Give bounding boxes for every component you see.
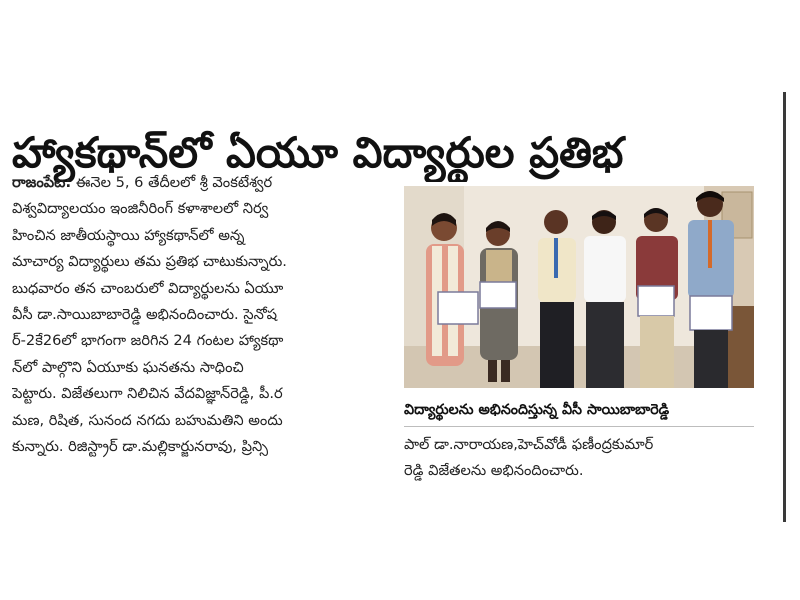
body-line-5: బుధవారం తన చాంబరులో విద్యార్థులను ఏయూ: [12, 279, 284, 297]
photo-illustration: [404, 186, 754, 388]
body-line-1: రాజంపేట: ఈనెల 5, 6 తేదీలలో శ్రీ వెంకటేశ్వర: [12, 174, 273, 191]
person-4: [584, 210, 626, 388]
person-6: [688, 191, 734, 388]
article-continuation: [404, 432, 776, 484]
body-line-3: హించిన జాతీయస్థాయి హ్యాకథాన్‌లో అన్న: [12, 226, 245, 244]
article-body: [12, 170, 390, 460]
headline: హ్యాకథాన్‌లో ఏయూ విద్యార్థుల ప్రతిభ: [12, 128, 624, 178]
body-line-7: ర్-2కే26లో భాగంగా జరిగిన 24 గంటల హ్యాకథా: [12, 332, 284, 350]
body-line-6: వీసీ డా.సాయిబాబారెడ్డి అభినందించారు. సైనోష: [12, 305, 278, 323]
photo-caption: విద్యార్థులను అభినందిస్తున్న వీసీ సాయిబాబారెడ్డి: [404, 402, 670, 418]
caption-divider: [404, 426, 754, 427]
continued-line-1: పాల్ డా.నారాయణ,హెచ్‌వోడీ ఫణీంద్రకుమార్: [404, 436, 654, 453]
dateline: రాజంపేట:: [12, 174, 72, 191]
continued-line-2: రెడ్డి విజేతలను అభినందించారు.: [404, 462, 584, 479]
column-rule: [783, 92, 786, 522]
body-line-4: మాచార్య విద్యార్థులు తమ ప్రతిభ చాటుకున్నారు.: [12, 253, 287, 271]
body-line-2: విశ్వవిద్యాలయం ఇంజినీరింగ్ కళాశాలలో నిర్వ: [12, 200, 269, 218]
body-line-11: కున్నారు. రిజిస్ట్రార్ డా.మల్లికార్జునరావు, ప్రిన్సి: [12, 437, 269, 455]
body-line-10: మణ, రిషిత, సునంద నగదు బహుమతిని అందు: [12, 411, 283, 429]
body-line-8: న్‌లో పాల్గొని ఏయూకు ఘనతను సాధించి: [12, 358, 244, 376]
body-line-9: పెట్టారు. విజేతలుగా నిలిచిన వేదవిజ్ఞాన్‌రెడ్డి, పీ.ర: [12, 385, 283, 403]
news-photo: [404, 186, 754, 388]
